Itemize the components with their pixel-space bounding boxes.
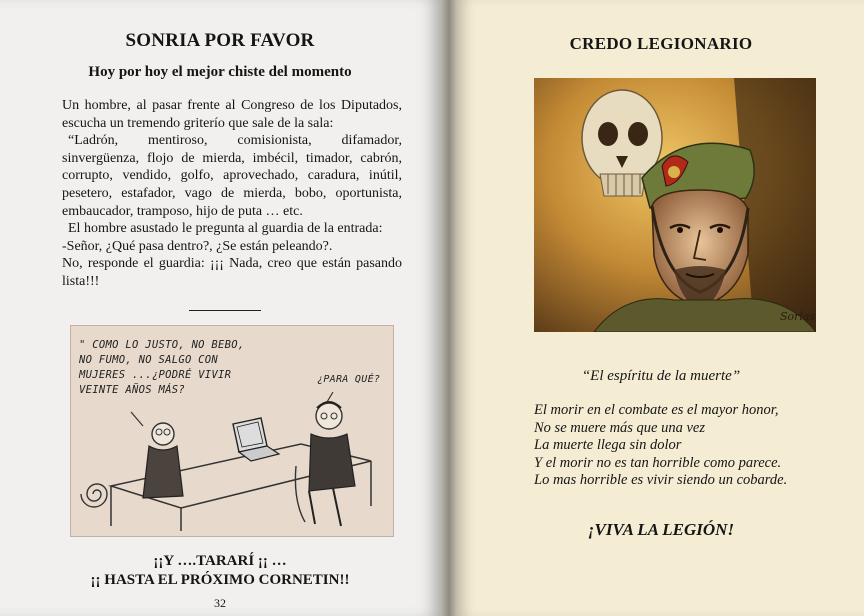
verse-line: La muerte llega sin dolor xyxy=(534,437,682,454)
speech-line: MUJERES ...¿PODRÉ VIVIR xyxy=(79,369,232,381)
verse-line: Y el morir no es tan horrible como parece. xyxy=(534,454,782,471)
verse-line: Lo mas horrible es vivir siendo un cobarde. xyxy=(534,472,788,489)
verse-line: No se muere más que una vez xyxy=(534,419,706,436)
verse-line: El morir en el combate es el mayor honor, xyxy=(534,402,779,418)
speech-line: NO FUMO, NO SALGO CON xyxy=(79,354,219,366)
joke-text xyxy=(62,97,402,291)
joke-paragraph: El hombre asustado le pregunta al guardia de la entrada: xyxy=(68,221,383,237)
speech-line: " COMO LO JUSTO, NO BEBO, xyxy=(79,339,245,351)
closing-line: ¡¡Y ….TARARÍ ¡¡ … xyxy=(153,553,287,569)
section-divider xyxy=(189,310,261,311)
left-page-subtitle: Hoy por hoy el mejor chiste del momento xyxy=(88,64,352,80)
book-gutter xyxy=(440,0,458,616)
left-page-title: SONRIA POR FAVOR xyxy=(125,30,315,51)
joke-paragraph: Un hombre, al pasar frente al Congreso de los Diputados, escucha un tremendo griterío que sale de la sala: xyxy=(62,98,402,131)
joke-paragraph: -Señor, ¿Qué pasa dentro?, ¿Se están peleando?. xyxy=(62,238,333,254)
legionnaire-drawing xyxy=(534,78,816,332)
speech-line: ¿PARA QUÉ? xyxy=(317,374,381,385)
credo-quote: “El espíritu de la muerte” xyxy=(581,368,741,384)
speech-line: VEINTE AÑOS MÁS? xyxy=(79,384,185,396)
right-page-title: CREDO LEGIONARIO xyxy=(569,34,753,53)
viva-la-legion: ¡VIVA LA LEGIÓN! xyxy=(587,520,735,539)
joke-paragraph: No, responde el guardia: ¡¡¡ Nada, creo que están pasando lista!!! xyxy=(62,256,402,289)
cartoon-illustration xyxy=(70,325,394,537)
page-number: 32 xyxy=(214,596,226,610)
illustration-signature: Sorlas xyxy=(780,310,816,323)
joke-paragraph: “Ladrón, mentiroso, comisionista, difamador, sinvergüenza, flojo de mierda, imbécil, timador, cabrón, corrupto, vendido, golfo, aprovechado, caradura, inútil, pesetero, estafador, vago de mierda, bobo, oportunista, embaucador, tramposo, hijo de puta … etc. xyxy=(62,133,402,219)
legionnaire-illustration xyxy=(534,78,816,332)
credo-verses xyxy=(534,402,834,490)
cartoon-speech-left xyxy=(79,338,299,398)
right-page xyxy=(458,0,864,616)
cartoon-speech-right xyxy=(317,372,393,387)
closing-line: ¡¡ HASTA EL PRÓXIMO CORNETIN!! xyxy=(90,572,350,588)
